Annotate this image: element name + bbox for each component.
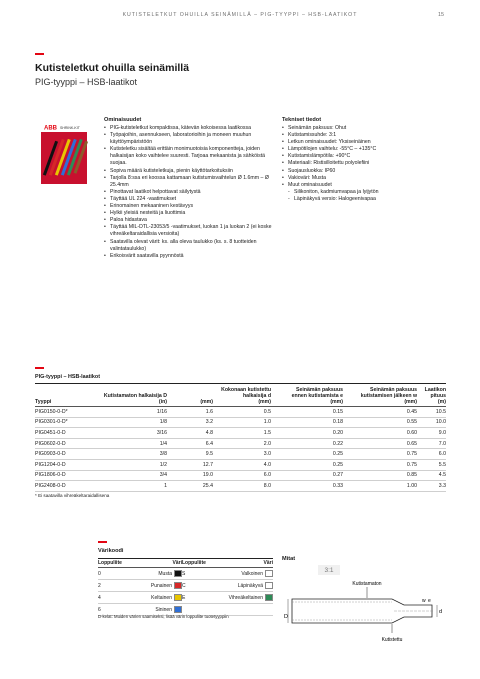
spec-sub-item: - Läpinäkyvä versio: Halogeenivapaa [288, 196, 447, 203]
spec-item: • Letkun ominaisuudet: Yksiseinäinen [282, 139, 447, 146]
table-cell: 6.0 [213, 470, 271, 481]
size-table [35, 387, 446, 492]
table-cell: 1/16 [97, 407, 167, 418]
color-swatch [174, 594, 182, 601]
table-cell: 0.85 [343, 470, 417, 481]
dimensions-drawing [282, 565, 452, 643]
spec-item: • Seinämän paksuus: Ohut [282, 125, 447, 132]
spec-sub-item: - Silikoniton, kadmiumvapaa ja lyijytön [288, 189, 447, 196]
size-table-header-cell: Seinämän paksuus ennen kutistamista e (mm) [271, 387, 343, 407]
table-cell: 0.27 [271, 470, 343, 481]
spec-item: • Lämpötilojen vaihtelu: -55°C – +135°C [282, 146, 447, 153]
color-code-text: 4 [98, 594, 101, 601]
table-cell: 25.4 [167, 481, 213, 492]
feature-item: • Kutisteletku sisältää erittäin monimuotoisia komponentteja, joiden halkaisijan koko vaihtelee suuresti. Tarjoaa mekaanista ja sähköistä suojaa. [104, 146, 276, 167]
table-cell: 0.20 [271, 428, 343, 439]
feature-item: • Erikoisvärit saatavilla pyynnöstä [104, 253, 276, 260]
feature-item: • Täyttää UL 224 -vaatimukset [104, 196, 276, 203]
table-cell: 0.25 [271, 449, 343, 460]
table-cell: 0.18 [271, 417, 343, 428]
color-code-table [98, 558, 273, 616]
table-cell: 0.65 [343, 438, 417, 449]
table-cell: PIG1806-0-D [35, 470, 97, 481]
tube-outline [292, 599, 434, 623]
table-cell: 0.75 [343, 449, 417, 460]
table-cell: 3.2 [167, 417, 213, 428]
table-cell: 12.7 [167, 459, 213, 470]
color-code-text: S [182, 570, 186, 577]
size-table-header-cell: Tyyppi [35, 387, 97, 407]
table-cell: 4.5 [417, 470, 446, 481]
table-cell: 0.22 [271, 438, 343, 449]
feature-item: • Paloa hidastava [104, 217, 276, 224]
product-box-image [35, 118, 93, 186]
table-row [35, 407, 446, 418]
table-cell: 1 [97, 481, 167, 492]
color-code-text: Punainen [150, 582, 172, 589]
size-table-header-cell: Laatikon pituus (m) [417, 387, 446, 407]
table-cell: 9.0 [417, 428, 446, 439]
table-cell: 9.5 [167, 449, 213, 460]
color-code-text: Sininen [155, 606, 172, 613]
size-table-header-cell: Kutistamaton halkaisija D (in) [97, 387, 167, 407]
table-cell: 4.0 [213, 459, 271, 470]
table-cell: 1.5 [213, 428, 271, 439]
table-cell: 1.6 [167, 407, 213, 418]
dim-label-d: d [439, 609, 443, 615]
table-cell: 3.3 [417, 481, 446, 492]
color-swatch [265, 594, 273, 601]
table-cell: PIG0301-0-D* [35, 417, 97, 428]
color-code-row [98, 592, 273, 604]
table-cell: PIG0602-0-D [35, 438, 97, 449]
table-cell: 0.5 [213, 407, 271, 418]
running-header: KUTISTELETKUT OHUILLA SEINÄMILLÄ – PIG-TYYPPI – HSB-LAATIKOT [122, 12, 358, 18]
table-row [35, 438, 446, 449]
color-code-text: C [182, 582, 186, 589]
spec-item: • Suojausluokka: IP60 [282, 168, 447, 175]
table-cell: 3.0 [213, 449, 271, 460]
spec-item: • Materiaali: Ristisilloitettu polyolefiini [282, 160, 447, 167]
table-cell: 3/4 [97, 470, 167, 481]
table-cell: 6.0 [417, 449, 446, 460]
color-header-suffix: Loppuliite [182, 559, 222, 568]
dimensions-heading: Mitat [282, 556, 296, 562]
dim-label-w: w [422, 598, 426, 604]
color-code-row [98, 580, 273, 592]
color-header-suffix: Loppuliite [98, 559, 128, 568]
table-cell: 8.0 [213, 481, 271, 492]
color-code-text: E [182, 594, 186, 601]
feature-item: • Tarjolla 8:ssa eri koossa kattamaan kutistumisvaihtelun Ø 1.6mm – Ø 25.4mm [104, 175, 276, 189]
table-cell: PIG0903-0-D [35, 449, 97, 460]
table-cell: 3/16 [97, 428, 167, 439]
color-code-heading: Värikoodi [98, 548, 124, 554]
page-subtitle: PIG-tyyppi – HSB-laatikot [35, 77, 138, 87]
color-swatch [174, 606, 182, 613]
table-cell: PIG2408-0-D [35, 481, 97, 492]
table-row [35, 470, 446, 481]
spec-item: • Muut ominaisuudet [282, 182, 447, 189]
size-table-caption: PIG-tyyppi – HSB-laatikot [35, 374, 100, 380]
size-table-header-row [35, 387, 446, 407]
feature-item: • Hylkii yleisiä nesteitä ja liuottimia [104, 210, 276, 217]
size-table-footnote: * Ei saatavilla vihreäkeltaraidallisena [35, 493, 110, 498]
table-cell: 0.15 [271, 407, 343, 418]
label-shrunk: Kutistettu [381, 637, 403, 643]
color-accent-dash [98, 541, 107, 543]
label-unshrunk: Kutistamaton [352, 581, 382, 587]
color-code-text: 2 [98, 582, 101, 589]
feature-item: • Täyttää MIL-DTL-23053/5 -vaatimukset, luokan 1 ja luokan 2 (ei koske vihreäkeltaraidallisia versioita) [104, 224, 276, 238]
specs-list [282, 125, 447, 203]
table-accent-dash [35, 367, 44, 369]
table-cell: 10.5 [417, 407, 446, 418]
product-brand-logo: ABB [44, 125, 57, 132]
table-cell: 10.0 [417, 417, 446, 428]
accent-dash [35, 53, 44, 55]
spec-item: • Vakioväri: Musta [282, 175, 447, 182]
feature-item: • Saatavilla olevat värit: ks. alla oleva taulukko (ks. s. 8 tuotteiden valintataulukko) [104, 239, 276, 253]
feature-item: • Työpajoihin, asennukseen, laboratorioihin ja moneen muuhun käyttöympäristöön [104, 132, 276, 146]
spec-item: • Kutistamissuhde: 3:1 [282, 132, 447, 139]
color-code-text: Valkoinen [241, 570, 263, 577]
color-code-text: Musta [158, 570, 172, 577]
table-cell: 6.4 [167, 438, 213, 449]
color-header-color: Väri [222, 559, 273, 568]
feature-item: • Pinottavat laatikot helpottavat säilytystä [104, 189, 276, 196]
feature-item: • Sopiva määrä kutisteletkuja, pienin käyttötarkoituksiin [104, 168, 276, 175]
table-cell: 0.55 [343, 417, 417, 428]
size-table-body [35, 407, 446, 492]
table-cell: 0.33 [271, 481, 343, 492]
color-swatch [265, 570, 273, 577]
table-cell: PIG0451-0-D [35, 428, 97, 439]
table-cell: 1/4 [97, 438, 167, 449]
color-code-text: Läpinäkyvä [237, 582, 263, 589]
color-code-body [98, 568, 273, 616]
table-cell: 4.8 [167, 428, 213, 439]
dim-label-e: e [428, 598, 431, 604]
table-cell: 3/8 [97, 449, 167, 460]
table-cell: 1.00 [343, 481, 417, 492]
color-code-text: 6 [98, 606, 101, 613]
table-cell: 1/8 [97, 417, 167, 428]
table-cell: 1/2 [97, 459, 167, 470]
color-code-row [98, 568, 273, 580]
color-swatch [174, 570, 182, 577]
table-cell: PIG1204-0-D [35, 459, 97, 470]
color-swatch [174, 582, 182, 589]
table-row [35, 449, 446, 460]
table-cell: 1.0 [213, 417, 271, 428]
feature-item: • PIG-kutisteletkut kompaktissa, kätevän kokoisessa laatikossa [104, 125, 276, 132]
table-cell: 19.0 [167, 470, 213, 481]
table-row [35, 428, 446, 439]
features-list [104, 125, 276, 260]
specs-heading: Tekniset tiedot [282, 117, 322, 123]
size-table-header-cell: Seinämän paksuus kutistamisen jälkeen w (mm) [343, 387, 417, 407]
features-heading: Ominaisuudet [104, 117, 142, 123]
table-cell: 2.0 [213, 438, 271, 449]
color-code-text: Keltainen [151, 594, 172, 601]
product-box-label: SHRINK-KIT [60, 126, 80, 130]
page-title: Kutisteletkut ohuilla seinämillä [35, 62, 190, 74]
table-cell: 7.0 [417, 438, 446, 449]
table-top-rule [35, 383, 446, 384]
size-table-header-cell: (mm) [167, 387, 213, 407]
shrink-ratio: 3:1 [324, 567, 334, 574]
color-header-color: Väri [128, 559, 182, 568]
table-cell: 0.25 [271, 459, 343, 470]
table-cell: 0.60 [343, 428, 417, 439]
table-row [35, 459, 446, 470]
color-swatch [265, 582, 273, 589]
spec-item: • Kutistamislämpötila: +90°C [282, 153, 447, 160]
color-code-text: Vihreäkeltainen [228, 594, 263, 601]
size-table-header-cell: Kokonaan kutistettu halkaisija d (mm) [213, 387, 271, 407]
color-code-text: 0 [98, 570, 101, 577]
color-code-note: D-kelat: Muiden värien saamiseksi, lisää värin loppuliite tuotetyyppiin [98, 614, 229, 619]
feature-item: • Erinomainen mekaaninen kestävyys [104, 203, 276, 210]
page-number: 15 [438, 12, 444, 18]
table-row [35, 417, 446, 428]
table-cell: 5.5 [417, 459, 446, 470]
table-cell: PIG0150-0-D* [35, 407, 97, 418]
table-cell: 0.75 [343, 459, 417, 470]
dim-label-D: D [284, 614, 288, 620]
table-row [35, 481, 446, 492]
table-cell: 0.45 [343, 407, 417, 418]
